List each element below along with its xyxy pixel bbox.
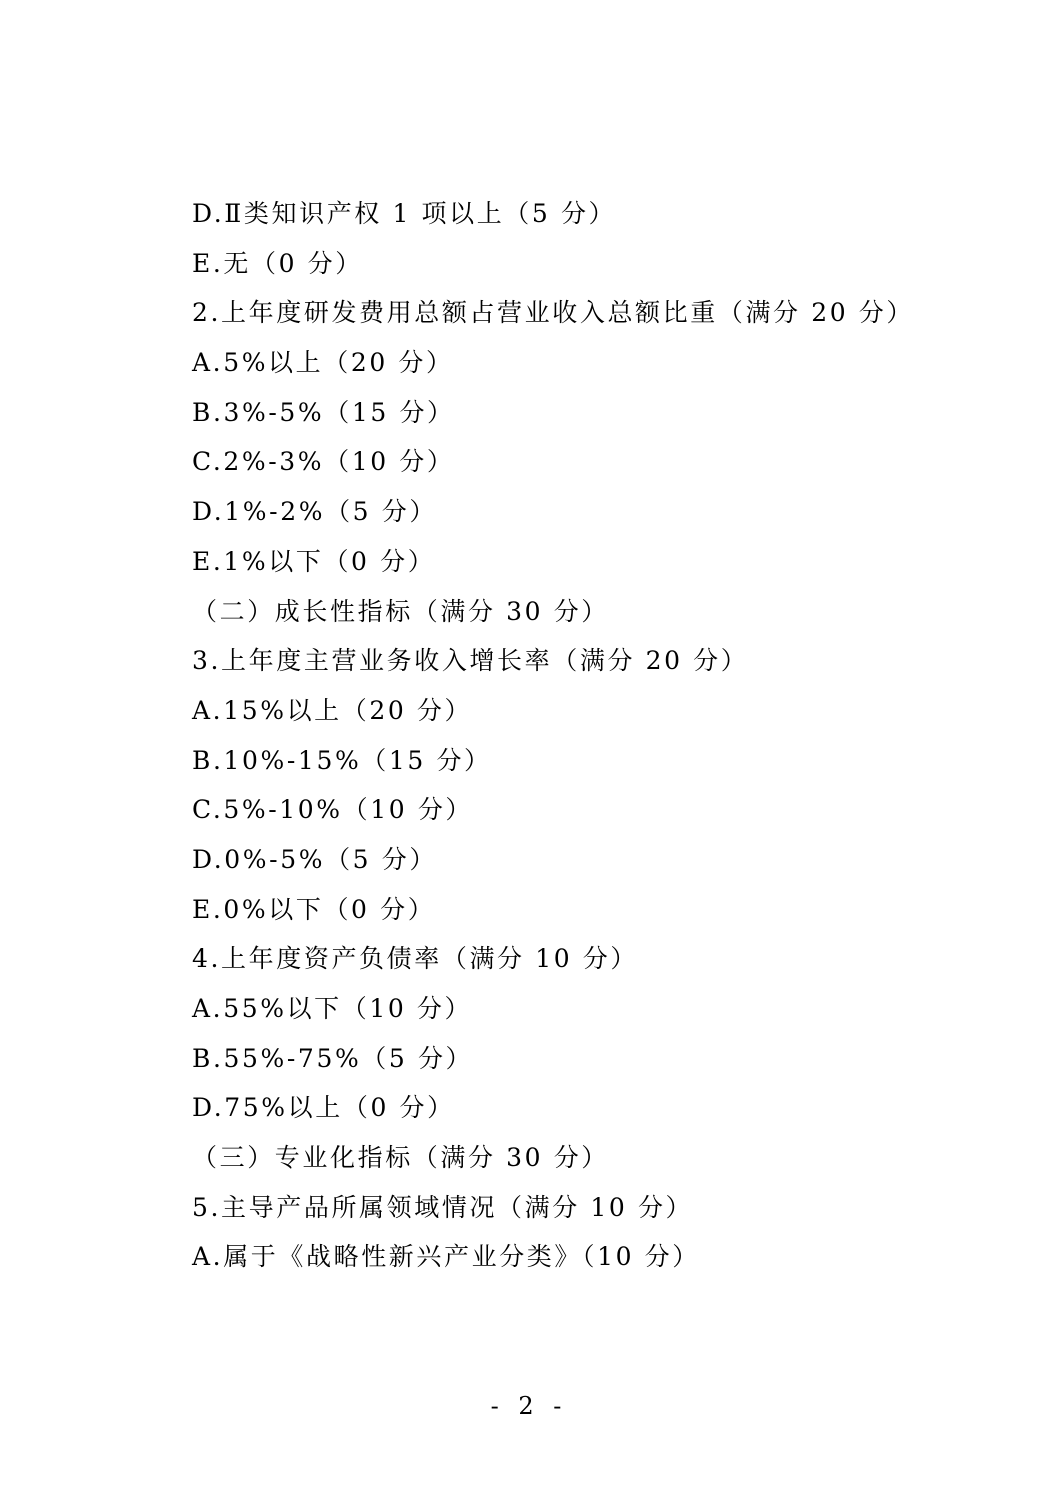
question-line: 2.上年度研发费用总额占营业收入总额比重（满分 20 分）: [192, 298, 914, 328]
option-line: D.1%-2%（5 分）: [192, 497, 437, 527]
option-line: E.1%以下（0 分）: [192, 546, 436, 576]
question-line: 5.主导产品所属领域情况（满分 10 分）: [192, 1192, 694, 1222]
option-line: C.2%-3%（10 分）: [192, 447, 455, 477]
option-line: B.3%-5%（15 分）: [192, 397, 455, 427]
option-line: A.15%以上（20 分）: [192, 695, 473, 725]
option-line: A.55%以下（10 分）: [192, 994, 473, 1023]
option-line: D.75%以上（0 分）: [192, 1093, 455, 1123]
question-line: 3.上年度主营业务收入增长率（满分 20 分）: [192, 646, 749, 676]
section-heading: （三）专业化指标（满分 30 分）: [192, 1143, 609, 1173]
section-heading: （二）成长性指标（满分 30 分）: [192, 596, 609, 626]
option-line: E.0%以下（0 分）: [192, 894, 436, 924]
question-line: 4.上年度资产负债率（满分 10 分）: [192, 944, 638, 974]
option-line: B.10%-15%（15 分）: [192, 745, 492, 775]
option-line: A.5%以上（20 分）: [192, 348, 454, 378]
option-line: C.5%-10%（10 分）: [192, 795, 474, 825]
option-line: D.Ⅱ类知识产权 1 项以上（5 分）: [192, 199, 617, 228]
option-line: D.0%-5%（5 分）: [192, 844, 437, 874]
option-line: B.55%-75%（5 分）: [192, 1043, 474, 1073]
option-line: E.无（0 分）: [192, 248, 363, 278]
document-body: [192, 194, 914, 1287]
page-number: - 2 -: [490, 1392, 568, 1420]
option-line: A.属于《战略性新兴产业分类》（10 分）: [192, 1242, 700, 1272]
